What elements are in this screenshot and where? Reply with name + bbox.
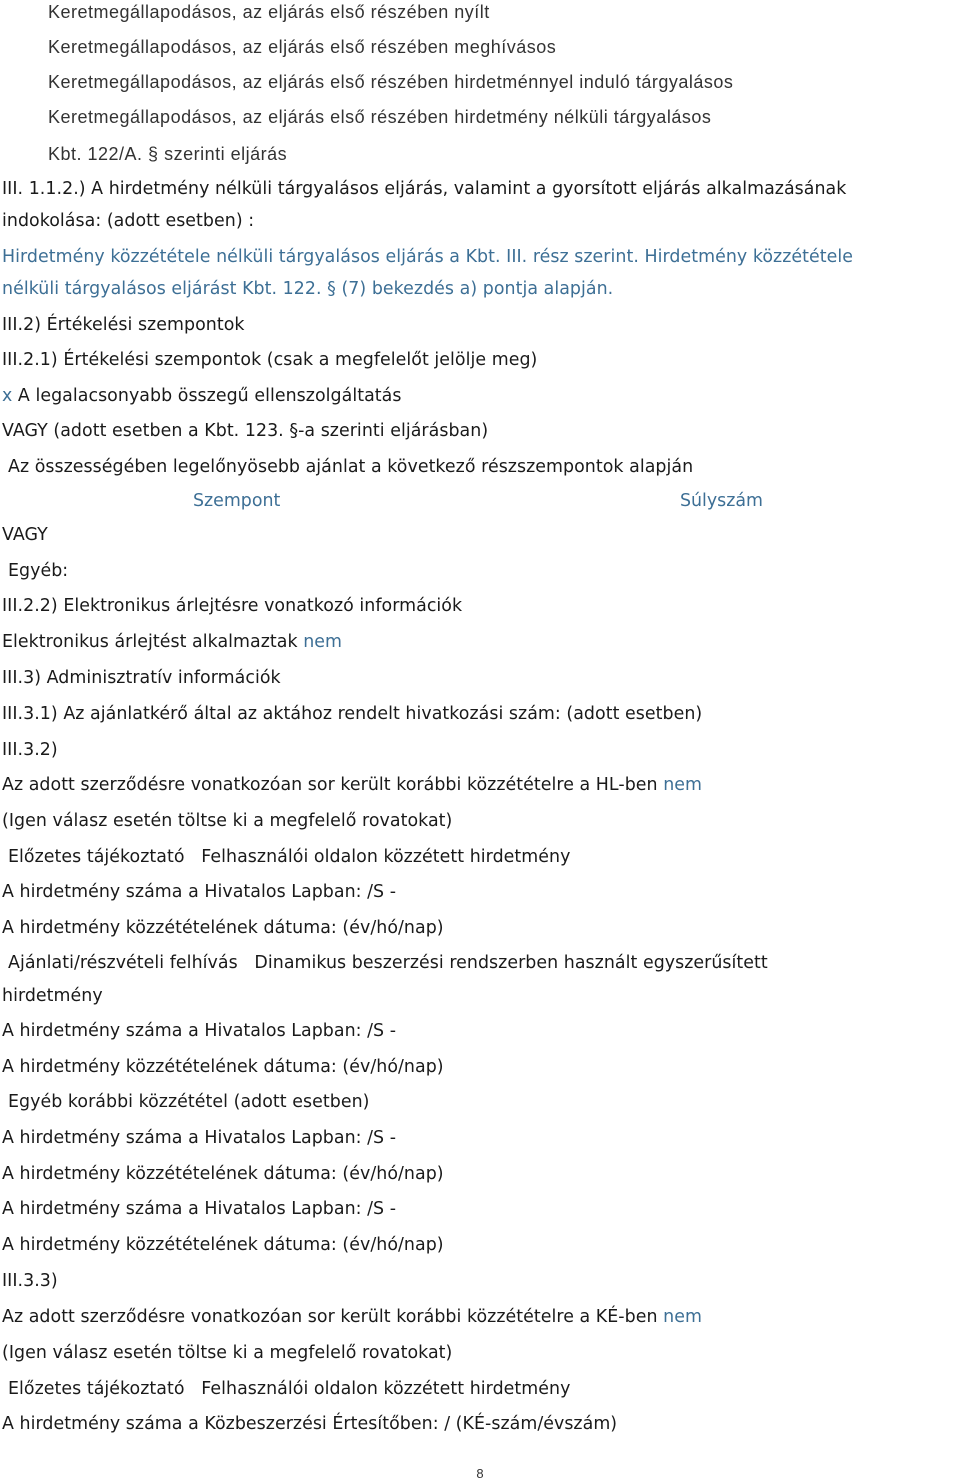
- option-framework-negotiated-with-notice: Keretmegállapodásos, az eljárás első részében hirdetménnyel induló tárgyalásos: [48, 72, 734, 92]
- dps-label: Dinamikus beszerzési rendszerben használt egyszerűsített: [254, 953, 768, 973]
- invitation-label: Ajánlati/részvételi felhívás: [8, 953, 238, 973]
- section-3-1-heading: III.3.1) Az ajánlatkérő által az aktához rendelt hivatkozási szám: (adott esetben): [2, 704, 703, 724]
- oj-number: A hirdetmény száma a Hivatalos Lapban: /S -: [2, 1021, 397, 1041]
- criterion-best-value: Az összességében legelőnyösebb ajánlat a következő részszempontok alapján: [8, 457, 694, 477]
- dps-label-cont: hirdetmény: [2, 986, 103, 1006]
- section-3-2-heading: III.3.2): [2, 740, 58, 760]
- section-3-3-heading: III.3.3): [2, 1271, 58, 1291]
- ke-publication-line: [2, 1306, 702, 1328]
- criterion-lowest-price: [2, 385, 401, 407]
- fill-note: (Igen válasz esetén töltse ki a megfelelő rovatokat): [2, 811, 453, 831]
- section-1-1-2-answer-cont: nélküli tárgyalásos eljárást Kbt. 122. § (7) bekezdés a) pontja alapján.: [2, 279, 614, 299]
- pub-date: A hirdetmény közzétételének dátuma: (év/hó/nap): [2, 1057, 444, 1077]
- selected-mark: x: [2, 386, 13, 406]
- e-auction-label: Elektronikus árlejtést alkalmaztak: [2, 632, 298, 652]
- prior-info-line: [8, 1378, 570, 1400]
- buyer-profile-label: Felhasználói oldalon közzétett hirdetmény: [201, 847, 571, 867]
- option-framework-open: Keretmegállapodásos, az eljárás első részében nyílt: [48, 2, 490, 22]
- pub-date: A hirdetmény közzétételének dátuma: (év/hó/nap): [2, 918, 444, 938]
- oj-number: A hirdetmény száma a Hivatalos Lapban: /S -: [2, 1128, 397, 1148]
- section-1-1-2-heading: III. 1.1.2.) A hirdetmény nélküli tárgyalásos eljárás, valamint a gyorsított eljárás alkalmazásának: [2, 179, 847, 199]
- page-number: 8: [476, 1466, 484, 1481]
- section-2-2-heading: III.2.2) Elektronikus árlejtésre vonatkozó információk: [2, 596, 463, 616]
- or-label: VAGY: [2, 525, 48, 545]
- hl-publication-line: [2, 774, 702, 796]
- prior-info-label: Előzetes tájékoztató: [8, 847, 185, 867]
- section-1-1-2-answer: Hirdetmény közzététele nélküli tárgyalásos eljárás a Kbt. III. rész szerint. Hirdetmény közzététele: [2, 247, 853, 267]
- oj-number: A hirdetmény száma a Hivatalos Lapban: /S -: [2, 882, 397, 902]
- ke-number: A hirdetmény száma a Közbeszerzési Értesítőben: / (KÉ-szám/évszám): [2, 1414, 618, 1434]
- other-label: Egyéb:: [8, 561, 69, 581]
- column-weight: Súlyszám: [680, 491, 763, 511]
- hl-publication-value: nem: [663, 775, 702, 795]
- lowest-price-label: A legalacsonyabb összegű ellenszolgáltatás: [17, 386, 402, 406]
- option-framework-negotiated-without-notice: Keretmegállapodásos, az eljárás első részében hirdetmény nélküli tárgyalásos: [48, 107, 712, 127]
- section-1-1-2-heading-cont: indokolása: (adott esetben) :: [2, 211, 255, 231]
- pub-date: A hirdetmény közzétételének dátuma: (év/hó/nap): [2, 1164, 444, 1184]
- pub-date: A hirdetmény közzétételének dátuma: (év/hó/nap): [2, 1235, 444, 1255]
- other-prior-label: Egyéb korábbi közzététel (adott esetben): [8, 1092, 370, 1112]
- buyer-profile-label: Felhasználói oldalon közzétett hirdetmény: [201, 1379, 571, 1399]
- e-auction-line: [2, 631, 342, 653]
- e-auction-value: nem: [303, 632, 343, 652]
- section-2-title: III.2) Értékelési szempontok: [2, 315, 245, 335]
- fill-note: (Igen válasz esetén töltse ki a megfelelő rovatokat): [2, 1343, 453, 1363]
- section-3-title: III.3) Adminisztratív információk: [2, 668, 281, 688]
- invitation-line: [8, 952, 768, 974]
- or-kbt-123: VAGY (adott esetben a Kbt. 123. §-a szerinti eljárásban): [2, 421, 489, 441]
- ke-publication-label: Az adott szerződésre vonatkozóan sor került korábbi közzétételre a KÉ-ben: [2, 1307, 658, 1327]
- prior-info-line: [8, 846, 570, 868]
- prior-info-label: Előzetes tájékoztató: [8, 1379, 185, 1399]
- section-2-1-heading: III.2.1) Értékelési szempontok (csak a megfelelőt jelölje meg): [2, 350, 538, 370]
- hl-publication-label: Az adott szerződésre vonatkozóan sor került korábbi közzétételre a HL-ben: [2, 775, 658, 795]
- ke-publication-value: nem: [663, 1307, 702, 1327]
- option-kbt-122a: Kbt. 122/A. § szerinti eljárás: [48, 144, 288, 164]
- option-framework-restricted: Keretmegállapodásos, az eljárás első részében meghívásos: [48, 37, 557, 57]
- oj-number: A hirdetmény száma a Hivatalos Lapban: /S -: [2, 1199, 397, 1219]
- column-criterion: Szempont: [193, 491, 281, 511]
